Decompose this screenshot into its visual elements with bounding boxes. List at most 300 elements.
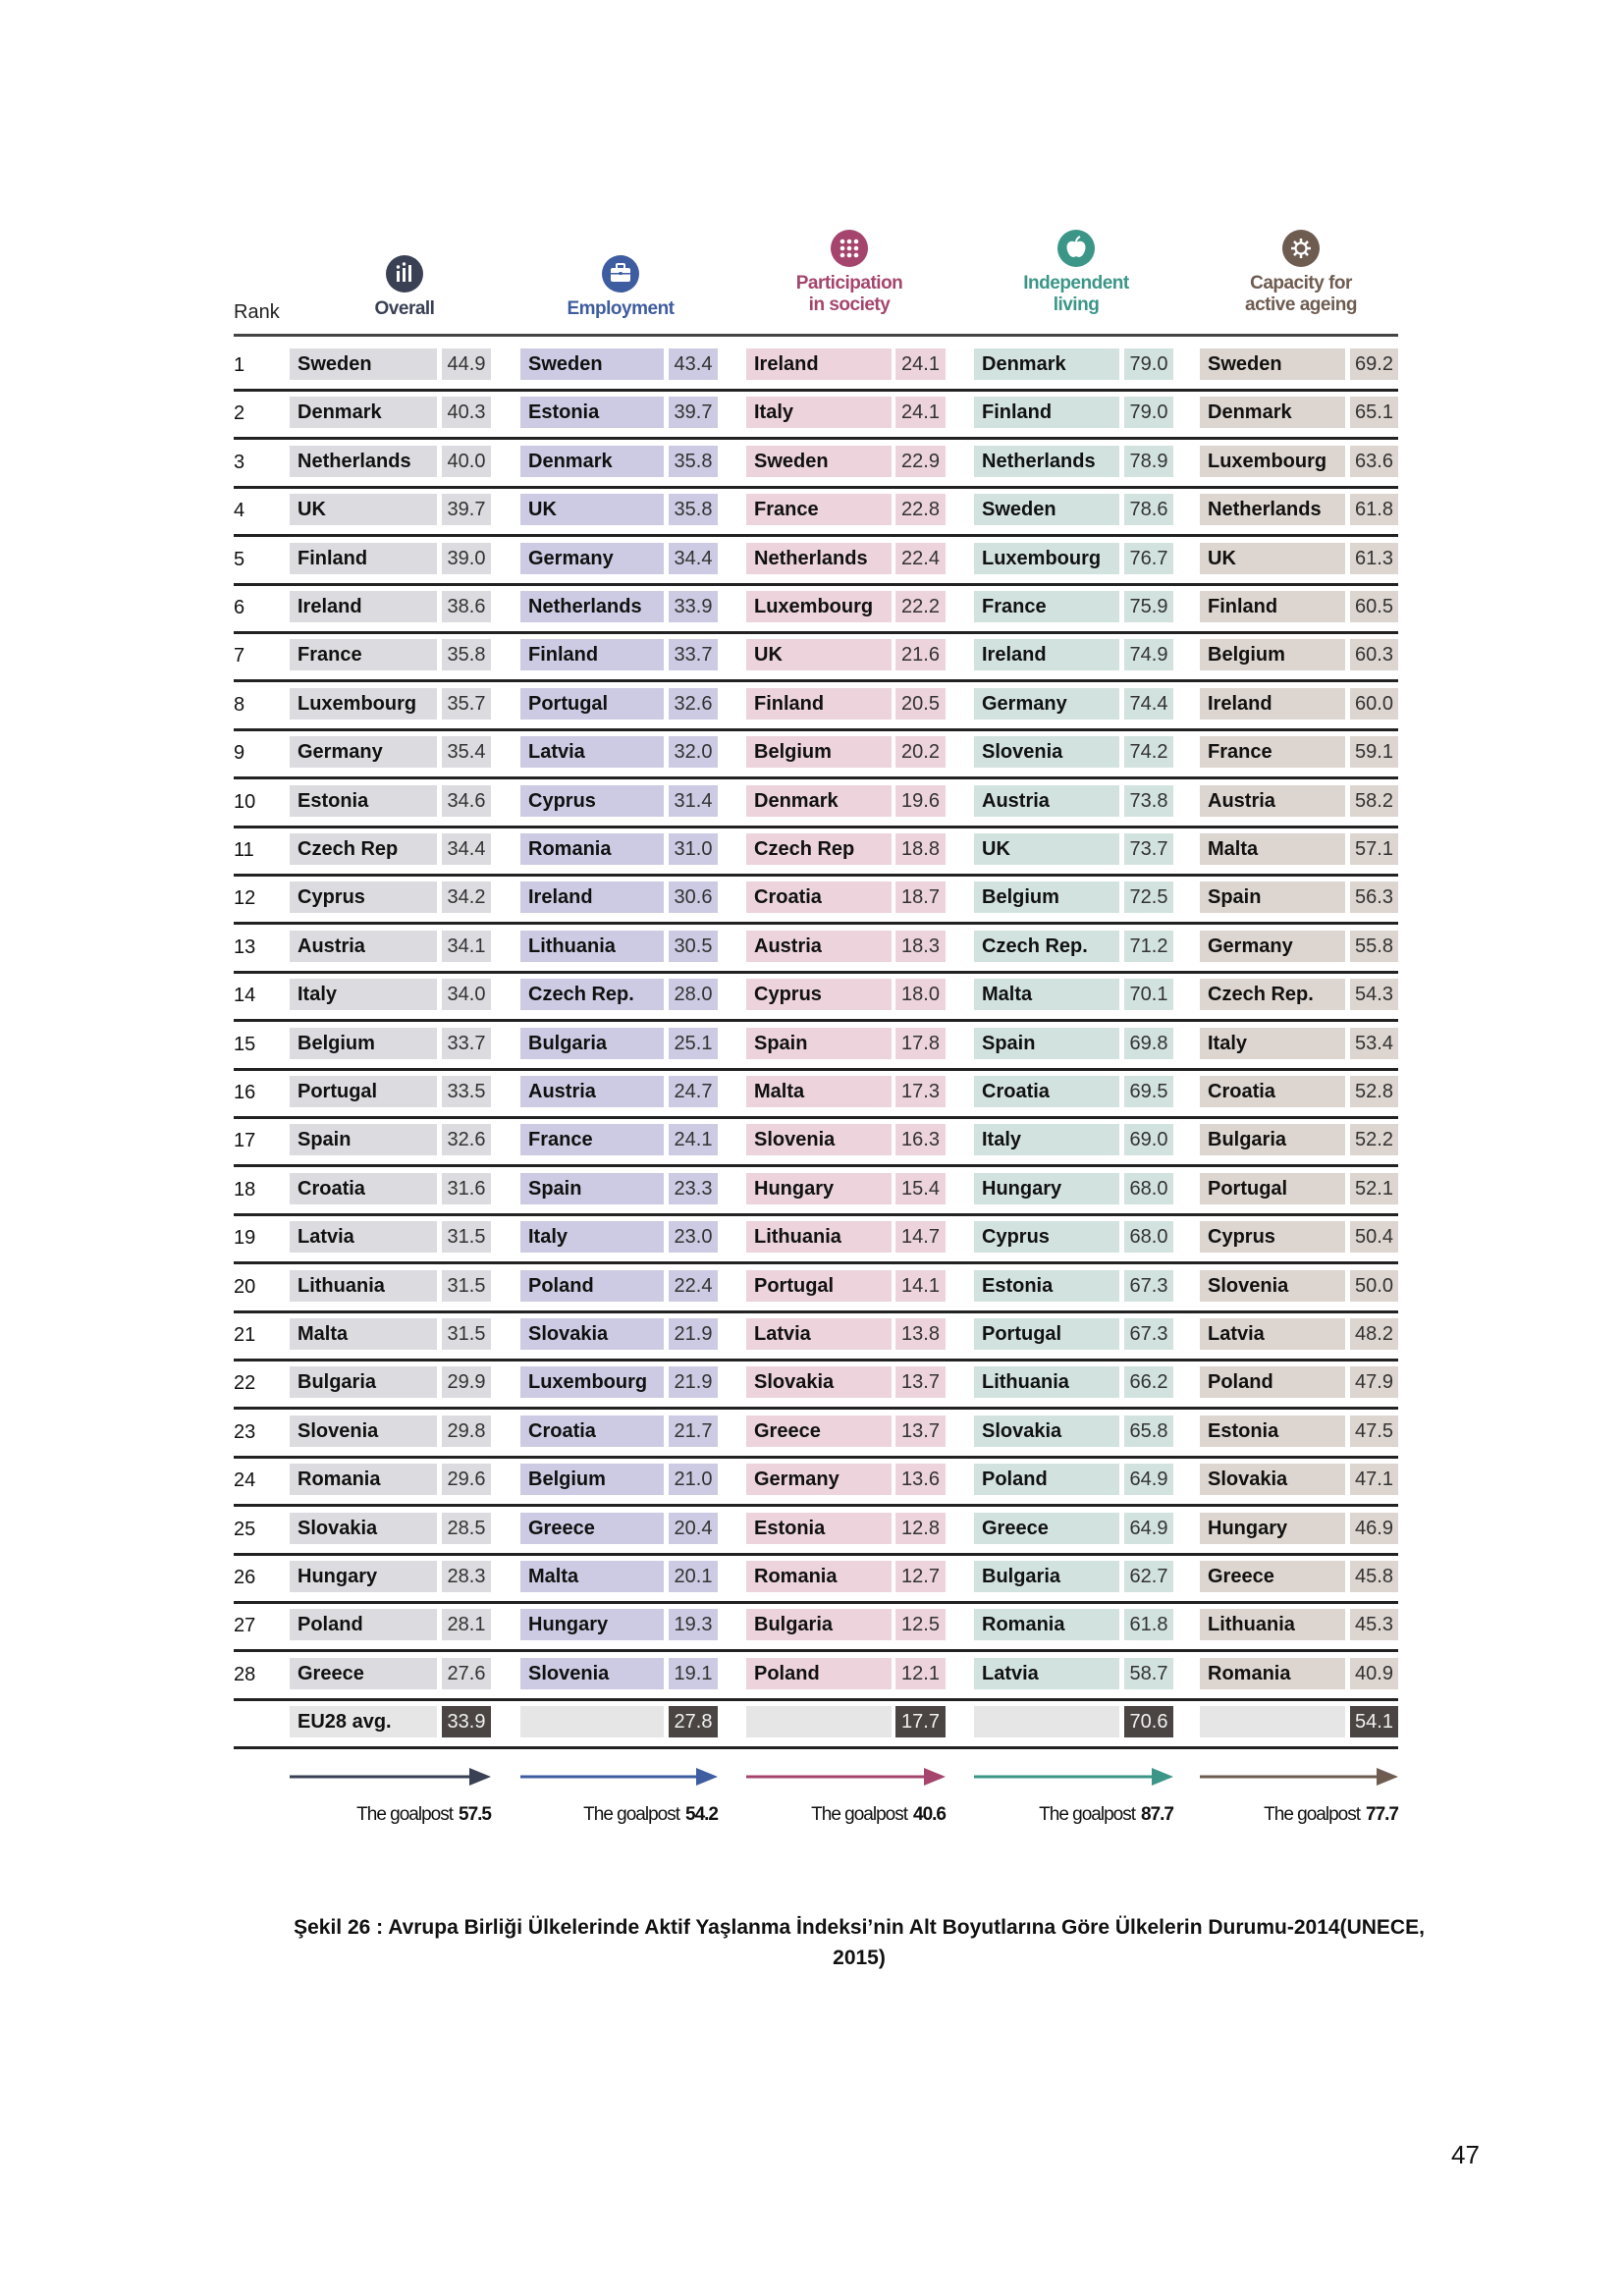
goalpost-text — [356, 1804, 491, 1826]
score-value-capacity: 47.9 — [1350, 1366, 1398, 1398]
score-value-participation: 12.1 — [895, 1658, 946, 1689]
goalpost-employment — [520, 1767, 718, 1826]
country-name-capacity: Slovakia — [1200, 1464, 1345, 1495]
rank-number: 3 — [234, 451, 245, 473]
rank-number: 28 — [234, 1663, 256, 1685]
country-name-overall: UK — [290, 494, 437, 525]
table-row — [234, 833, 1398, 871]
caption-line-2: 2015) — [833, 1947, 886, 1969]
country-name-employment: Ireland — [520, 881, 664, 913]
table-row — [234, 397, 1398, 434]
country-name-independent: Ireland — [974, 639, 1119, 670]
score-value-overall: 34.0 — [442, 979, 491, 1010]
goalpost-value: 57.5 — [459, 1804, 491, 1825]
score-value-independent: 71.2 — [1124, 931, 1173, 962]
score-value-capacity: 47.1 — [1350, 1464, 1398, 1495]
country-name-employment: Portugal — [520, 688, 664, 720]
row-divider — [234, 1068, 1398, 1071]
average-value-independent: 70.6 — [1124, 1706, 1173, 1737]
people-grid-icon — [831, 230, 868, 267]
score-value-independent: 69.5 — [1124, 1076, 1173, 1107]
country-name-capacity: Italy — [1200, 1028, 1345, 1059]
country-name-independent: Slovenia — [974, 736, 1119, 768]
score-value-capacity: 40.9 — [1350, 1658, 1398, 1689]
score-value-independent: 68.0 — [1124, 1221, 1173, 1253]
country-name-employment: Austria — [520, 1076, 664, 1107]
rank-number: 15 — [234, 1033, 256, 1055]
table-row — [234, 1028, 1398, 1065]
score-value-overall: 28.1 — [442, 1609, 491, 1640]
goalpost-capacity — [1200, 1767, 1398, 1826]
row-divider — [234, 1553, 1398, 1556]
goalpost-arrow-icon — [1200, 1767, 1398, 1790]
score-value-overall: 35.8 — [442, 639, 491, 670]
score-value-overall: 34.6 — [442, 785, 491, 817]
country-name-independent: Hungary — [974, 1173, 1119, 1204]
row-divider — [234, 922, 1398, 925]
score-value-independent: 67.3 — [1124, 1318, 1173, 1350]
country-name-participation: Spain — [746, 1028, 892, 1059]
score-value-independent: 64.9 — [1124, 1464, 1173, 1495]
goalpost-text — [1264, 1804, 1398, 1826]
column-title-line: Independent — [1023, 273, 1129, 294]
rank-number: 14 — [234, 985, 256, 1007]
score-value-employment: 23.3 — [669, 1173, 718, 1204]
row-divider — [234, 1407, 1398, 1410]
country-name-participation: Latvia — [746, 1318, 892, 1350]
score-value-capacity: 60.3 — [1350, 639, 1398, 670]
country-name-capacity: Slovenia — [1200, 1270, 1345, 1302]
score-value-employment: 35.8 — [669, 446, 718, 477]
country-name-overall: Cyprus — [290, 881, 437, 913]
country-name-employment: Greece — [520, 1513, 664, 1544]
table-row — [234, 1658, 1398, 1695]
row-divider — [234, 583, 1398, 586]
score-value-capacity: 55.8 — [1350, 931, 1398, 962]
country-name-capacity: Cyprus — [1200, 1221, 1345, 1253]
table-row — [234, 979, 1398, 1016]
table-row — [234, 881, 1398, 919]
goalpost-participation — [746, 1767, 946, 1826]
goalpost-value: 54.2 — [685, 1804, 718, 1825]
table-row — [234, 931, 1398, 968]
country-name-capacity: Luxembourg — [1200, 446, 1345, 477]
apple-icon — [1057, 230, 1095, 267]
country-name-independent: France — [974, 591, 1119, 622]
average-label-blank — [974, 1706, 1119, 1737]
country-name-capacity: Netherlands — [1200, 494, 1345, 525]
table-row — [234, 494, 1398, 531]
country-name-participation: Denmark — [746, 785, 892, 817]
table-row — [234, 688, 1398, 725]
country-name-participation: Bulgaria — [746, 1609, 892, 1640]
score-value-participation: 12.7 — [895, 1561, 946, 1592]
score-value-independent: 72.5 — [1124, 881, 1173, 913]
country-name-employment: Finland — [520, 639, 664, 670]
country-name-employment: Italy — [520, 1221, 664, 1253]
score-value-employment: 20.4 — [669, 1513, 718, 1544]
country-name-overall: Estonia — [290, 785, 437, 817]
country-name-overall: Sweden — [290, 348, 437, 380]
table-row — [234, 1561, 1398, 1598]
score-value-capacity: 61.3 — [1350, 543, 1398, 574]
table-row — [234, 1270, 1398, 1308]
country-name-independent: Netherlands — [974, 446, 1119, 477]
goalpost-label: The goalpost — [356, 1804, 454, 1825]
country-name-capacity: Germany — [1200, 931, 1345, 962]
country-name-employment: Czech Rep. — [520, 979, 664, 1010]
goalpost-label: The goalpost — [1264, 1804, 1361, 1825]
rank-number: 8 — [234, 693, 245, 716]
country-name-employment: Latvia — [520, 736, 664, 768]
bar-chart-icon — [386, 255, 423, 293]
country-name-overall: Greece — [290, 1658, 437, 1689]
country-name-employment: Spain — [520, 1173, 664, 1204]
row-divider — [234, 1310, 1398, 1313]
country-name-participation: Finland — [746, 688, 892, 720]
score-value-overall: 29.8 — [442, 1415, 491, 1447]
row-divider — [234, 728, 1398, 731]
country-name-employment: Slovenia — [520, 1658, 664, 1689]
table-row — [234, 348, 1398, 386]
score-value-overall: 32.6 — [442, 1124, 491, 1155]
country-name-employment: Romania — [520, 833, 664, 865]
score-value-overall: 34.2 — [442, 881, 491, 913]
score-value-overall: 28.3 — [442, 1561, 491, 1592]
average-label-blank — [1200, 1706, 1345, 1737]
column-header-overall — [297, 255, 513, 320]
score-value-independent: 64.9 — [1124, 1513, 1173, 1544]
score-value-participation: 12.8 — [895, 1513, 946, 1544]
score-value-independent: 78.9 — [1124, 446, 1173, 477]
score-value-participation: 22.2 — [895, 591, 946, 622]
goalpost-text — [583, 1804, 718, 1826]
table-row — [234, 1318, 1398, 1356]
score-value-capacity: 53.4 — [1350, 1028, 1398, 1059]
score-value-participation: 14.1 — [895, 1270, 946, 1302]
score-value-independent: 66.2 — [1124, 1366, 1173, 1398]
caption-line-1: Şekil 26 : Avrupa Birliği Ülkelerinde Aktif Yaşlanma İndeksi’nin Alt Boyutlarına Göre Ülkelerin Durumu-2014(UNECE, — [294, 1916, 1425, 1939]
country-name-independent: Romania — [974, 1609, 1119, 1640]
score-value-overall: 31.6 — [442, 1173, 491, 1204]
score-value-participation: 21.6 — [895, 639, 946, 670]
rank-number: 11 — [234, 839, 254, 861]
score-value-independent: 65.8 — [1124, 1415, 1173, 1447]
rank-number: 21 — [234, 1324, 256, 1346]
column-header-capacity — [1193, 230, 1409, 316]
table-row — [234, 1464, 1398, 1501]
score-value-participation: 18.3 — [895, 931, 946, 962]
column-title-line: Participation — [795, 273, 903, 294]
score-value-overall: 40.0 — [442, 446, 491, 477]
table-row — [234, 543, 1398, 580]
column-title-line: in society — [808, 294, 891, 315]
country-name-overall: Austria — [290, 931, 437, 962]
goalpost-label: The goalpost — [811, 1804, 908, 1825]
rank-number: 1 — [234, 354, 245, 376]
country-name-overall: Denmark — [290, 397, 437, 428]
score-value-overall: 31.5 — [442, 1221, 491, 1253]
score-value-independent: 79.0 — [1124, 397, 1173, 428]
score-value-overall: 33.7 — [442, 1028, 491, 1059]
row-divider — [234, 1746, 1398, 1749]
country-name-participation: Germany — [746, 1464, 892, 1495]
rank-number: 18 — [234, 1178, 256, 1201]
score-value-employment: 19.1 — [669, 1658, 718, 1689]
country-name-overall: Lithuania — [290, 1270, 437, 1302]
country-name-capacity: Malta — [1200, 833, 1345, 865]
country-name-independent: Austria — [974, 785, 1119, 817]
score-value-independent: 76.7 — [1124, 543, 1173, 574]
table-row — [234, 591, 1398, 628]
score-value-independent: 73.8 — [1124, 785, 1173, 817]
country-name-participation: Estonia — [746, 1513, 892, 1544]
country-name-employment: UK — [520, 494, 664, 525]
score-value-independent: 68.0 — [1124, 1173, 1173, 1204]
country-name-capacity: UK — [1200, 543, 1345, 574]
country-name-overall: Belgium — [290, 1028, 437, 1059]
country-name-participation: Czech Rep — [746, 833, 892, 865]
country-name-capacity: Denmark — [1200, 397, 1345, 428]
country-name-independent: Estonia — [974, 1270, 1119, 1302]
row-divider — [234, 437, 1398, 440]
briefcase-icon — [602, 255, 639, 293]
country-name-employment: Bulgaria — [520, 1028, 664, 1059]
average-value-employment: 27.8 — [669, 1706, 718, 1737]
score-value-employment: 21.9 — [669, 1366, 718, 1398]
score-value-participation: 13.7 — [895, 1366, 946, 1398]
country-name-independent: Slovakia — [974, 1415, 1119, 1447]
country-name-participation: Luxembourg — [746, 591, 892, 622]
score-value-independent: 62.7 — [1124, 1561, 1173, 1592]
score-value-capacity: 54.3 — [1350, 979, 1398, 1010]
country-name-employment: Cyprus — [520, 785, 664, 817]
goalpost-text — [1039, 1804, 1173, 1826]
goalpost-label: The goalpost — [1039, 1804, 1136, 1825]
country-name-overall: Croatia — [290, 1173, 437, 1204]
score-value-independent: 69.8 — [1124, 1028, 1173, 1059]
country-name-participation: Slovakia — [746, 1366, 892, 1398]
country-name-capacity: Austria — [1200, 785, 1345, 817]
score-value-employment: 20.1 — [669, 1561, 718, 1592]
score-value-employment: 33.7 — [669, 639, 718, 670]
row-divider — [234, 1116, 1398, 1119]
rank-number: 23 — [234, 1420, 256, 1443]
country-name-overall: Malta — [290, 1318, 437, 1350]
column-title-line: Overall — [374, 298, 435, 319]
country-name-independent: Croatia — [974, 1076, 1119, 1107]
country-name-overall: Poland — [290, 1609, 437, 1640]
country-name-overall: Spain — [290, 1124, 437, 1155]
score-value-participation: 16.3 — [895, 1124, 946, 1155]
page-number: 47 — [1451, 2140, 1480, 2169]
country-name-overall: Hungary — [290, 1561, 437, 1592]
score-value-capacity: 56.3 — [1350, 881, 1398, 913]
country-name-capacity: Belgium — [1200, 639, 1345, 670]
score-value-capacity: 58.2 — [1350, 785, 1398, 817]
score-value-overall: 31.5 — [442, 1270, 491, 1302]
row-divider — [234, 971, 1398, 974]
score-value-participation: 24.1 — [895, 397, 946, 428]
country-name-independent: Czech Rep. — [974, 931, 1119, 962]
rank-number: 7 — [234, 645, 245, 667]
country-name-capacity: Latvia — [1200, 1318, 1345, 1350]
column-title-line: active ageing — [1245, 294, 1357, 315]
score-value-employment: 21.0 — [669, 1464, 718, 1495]
country-name-participation: Belgium — [746, 736, 892, 768]
row-divider — [234, 1019, 1398, 1022]
country-name-employment: Netherlands — [520, 591, 664, 622]
score-value-capacity: 45.3 — [1350, 1609, 1398, 1640]
score-value-independent: 67.3 — [1124, 1270, 1173, 1302]
score-value-overall: 44.9 — [442, 348, 491, 380]
score-value-overall: 29.9 — [442, 1366, 491, 1398]
score-value-participation: 20.2 — [895, 736, 946, 768]
score-value-participation: 18.8 — [895, 833, 946, 865]
average-value-overall: 33.9 — [442, 1706, 491, 1737]
country-name-overall: Romania — [290, 1464, 437, 1495]
score-value-capacity: 50.4 — [1350, 1221, 1398, 1253]
country-name-employment: Poland — [520, 1270, 664, 1302]
score-value-employment: 33.9 — [669, 591, 718, 622]
average-row — [234, 1706, 1398, 1743]
rank-number: 5 — [234, 548, 245, 570]
score-value-employment: 23.0 — [669, 1221, 718, 1253]
score-value-capacity: 63.6 — [1350, 446, 1398, 477]
score-value-independent: 74.9 — [1124, 639, 1173, 670]
country-name-employment: Belgium — [520, 1464, 664, 1495]
score-value-capacity: 52.1 — [1350, 1173, 1398, 1204]
country-name-capacity: Greece — [1200, 1561, 1345, 1592]
score-value-employment: 30.6 — [669, 881, 718, 913]
score-value-employment: 28.0 — [669, 979, 718, 1010]
score-value-employment: 39.7 — [669, 397, 718, 428]
score-value-participation: 14.7 — [895, 1221, 946, 1253]
country-name-participation: Italy — [746, 397, 892, 428]
score-value-overall: 35.4 — [442, 736, 491, 768]
row-divider — [234, 631, 1398, 634]
country-name-overall: Czech Rep — [290, 833, 437, 865]
rank-number: 27 — [234, 1615, 256, 1637]
table-row — [234, 1513, 1398, 1550]
country-name-employment: Luxembourg — [520, 1366, 664, 1398]
country-name-capacity: Ireland — [1200, 688, 1345, 720]
country-name-participation: Cyprus — [746, 979, 892, 1010]
country-name-participation: Hungary — [746, 1173, 892, 1204]
rank-number: 9 — [234, 742, 245, 765]
country-name-capacity: Spain — [1200, 881, 1345, 913]
row-divider — [234, 1261, 1398, 1264]
country-name-independent: Spain — [974, 1028, 1119, 1059]
row-divider — [234, 1649, 1398, 1652]
score-value-capacity: 50.0 — [1350, 1270, 1398, 1302]
header-divider — [234, 334, 1398, 337]
country-name-overall: Ireland — [290, 591, 437, 622]
average-label-blank — [520, 1706, 664, 1737]
column-title-line: Capacity for — [1250, 273, 1352, 294]
average-value-capacity: 54.1 — [1350, 1706, 1398, 1737]
score-value-capacity: 52.8 — [1350, 1076, 1398, 1107]
country-name-employment: Sweden — [520, 348, 664, 380]
score-value-participation: 13.6 — [895, 1464, 946, 1495]
score-value-independent: 74.4 — [1124, 688, 1173, 720]
score-value-participation: 13.7 — [895, 1415, 946, 1447]
goalpost-value: 40.6 — [913, 1804, 946, 1825]
score-value-employment: 25.1 — [669, 1028, 718, 1059]
score-value-overall: 35.7 — [442, 688, 491, 720]
country-name-overall: Netherlands — [290, 446, 437, 477]
country-name-capacity: Hungary — [1200, 1513, 1345, 1544]
row-divider — [234, 874, 1398, 877]
country-name-capacity: Poland — [1200, 1366, 1345, 1398]
table-row — [234, 1221, 1398, 1258]
country-name-capacity: France — [1200, 736, 1345, 768]
country-name-employment: France — [520, 1124, 664, 1155]
column-header-independent — [968, 230, 1184, 316]
score-value-overall: 29.6 — [442, 1464, 491, 1495]
score-value-capacity: 59.1 — [1350, 736, 1398, 768]
country-name-independent: UK — [974, 833, 1119, 865]
country-name-participation: Lithuania — [746, 1221, 892, 1253]
row-divider — [234, 1164, 1398, 1167]
rank-number: 16 — [234, 1082, 256, 1103]
rank-number: 4 — [234, 500, 245, 522]
country-name-capacity: Portugal — [1200, 1173, 1345, 1204]
score-value-independent: 75.9 — [1124, 591, 1173, 622]
score-value-participation: 22.4 — [895, 543, 946, 574]
country-name-overall: Italy — [290, 979, 437, 1010]
score-value-employment: 34.4 — [669, 543, 718, 574]
column-header-employment — [513, 255, 729, 320]
score-value-independent: 70.1 — [1124, 979, 1173, 1010]
score-value-overall: 33.5 — [442, 1076, 491, 1107]
country-name-participation: Croatia — [746, 881, 892, 913]
column-title-line: living — [1053, 294, 1100, 315]
score-value-overall: 34.4 — [442, 833, 491, 865]
score-value-participation: 18.7 — [895, 881, 946, 913]
row-divider — [234, 1601, 1398, 1604]
country-name-overall: Bulgaria — [290, 1366, 437, 1398]
rank-number: 10 — [234, 790, 256, 813]
row-divider — [234, 486, 1398, 489]
country-name-independent: Belgium — [974, 881, 1119, 913]
score-value-capacity: 69.2 — [1350, 348, 1398, 380]
column-title-line: Employment — [567, 298, 675, 319]
goalpost-arrow-icon — [746, 1767, 946, 1790]
country-name-participation: UK — [746, 639, 892, 670]
score-value-capacity: 60.5 — [1350, 591, 1398, 622]
country-name-overall: Portugal — [290, 1076, 437, 1107]
rank-number: 24 — [234, 1469, 256, 1492]
goalpost-arrow-icon — [520, 1767, 718, 1790]
country-name-participation: Poland — [746, 1658, 892, 1689]
figure-caption — [245, 1912, 1473, 1973]
rank-number: 2 — [234, 402, 245, 425]
country-name-employment: Croatia — [520, 1415, 664, 1447]
goalpost-label: The goalpost — [583, 1804, 680, 1825]
country-name-overall: Germany — [290, 736, 437, 768]
table-row — [234, 1124, 1398, 1161]
country-name-capacity: Czech Rep. — [1200, 979, 1345, 1010]
country-name-employment: Estonia — [520, 397, 664, 428]
country-name-overall: Luxembourg — [290, 688, 437, 720]
country-name-participation: Sweden — [746, 446, 892, 477]
score-value-participation: 15.4 — [895, 1173, 946, 1204]
table-row — [234, 1076, 1398, 1113]
score-value-capacity: 45.8 — [1350, 1561, 1398, 1592]
rank-number: 25 — [234, 1518, 256, 1540]
score-value-employment: 24.1 — [669, 1124, 718, 1155]
